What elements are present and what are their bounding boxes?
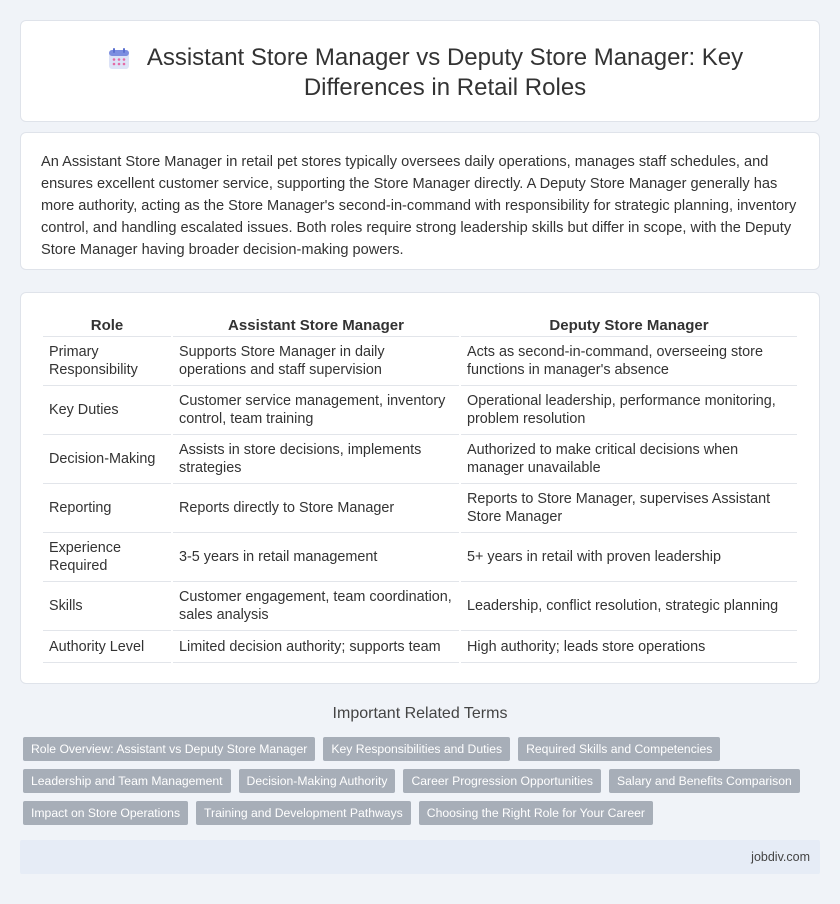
related-tag[interactable]: Salary and Benefits Comparison — [609, 769, 800, 793]
header-assistant: Assistant Store Manager — [173, 315, 459, 337]
comparison-table-card — [20, 292, 820, 684]
table-row — [43, 337, 797, 386]
deputy-cell: Acts as second-in-command, overseeing store functions in manager's absence — [461, 337, 797, 386]
assistant-cell: Supports Store Manager in daily operations and staff supervision — [173, 337, 459, 386]
assistant-cell: 3-5 years in retail management — [173, 533, 459, 582]
header-deputy: Deputy Store Manager — [461, 315, 797, 337]
row-label: Reporting — [43, 484, 171, 533]
deputy-cell: Authorized to make critical decisions when manager unavailable — [461, 435, 797, 484]
related-tag[interactable]: Career Progression Opportunities — [403, 769, 601, 793]
related-tag[interactable]: Key Responsibilities and Duties — [323, 737, 510, 761]
row-label: Decision-Making — [43, 435, 171, 484]
related-terms-tags — [23, 737, 813, 833]
table-row — [43, 631, 797, 663]
comparison-table — [41, 315, 799, 663]
deputy-cell: Leadership, conflict resolution, strategic planning — [461, 582, 797, 631]
assistant-cell: Assists in store decisions, implements strategies — [173, 435, 459, 484]
related-tag[interactable]: Leadership and Team Management — [23, 769, 231, 793]
related-tag[interactable]: Role Overview: Assistant vs Deputy Store Manager — [23, 737, 315, 761]
page-title: Assistant Store Manager vs Deputy Store Manager: Key Differences in Retail Roles — [146, 44, 744, 101]
related-tag[interactable]: Training and Development Pathways — [196, 801, 411, 825]
row-label: Primary Responsibility — [43, 337, 171, 386]
deputy-cell: High authority; leads store operations — [461, 631, 797, 663]
footer — [20, 840, 820, 874]
related-tag[interactable]: Decision-Making Authority — [239, 769, 396, 793]
row-label: Experience Required — [43, 533, 171, 582]
row-label: Authority Level — [43, 631, 171, 663]
related-tag[interactable]: Impact on Store Operations — [23, 801, 188, 825]
related-terms-title: Important Related Terms — [332, 705, 508, 722]
related-tag[interactable]: Choosing the Right Role for Your Career — [419, 801, 653, 825]
table-header-row — [43, 315, 797, 337]
header-card — [20, 20, 820, 122]
related-tag[interactable]: Required Skills and Competencies — [518, 737, 720, 761]
table-row — [43, 582, 797, 631]
header-role: Role — [43, 315, 171, 337]
assistant-cell: Limited decision authority; supports team — [173, 631, 459, 663]
row-label: Key Duties — [43, 386, 171, 435]
table-row — [43, 533, 797, 582]
assistant-cell: Customer engagement, team coordination, sales analysis — [173, 582, 459, 631]
footer-site-link[interactable]: jobdiv.com — [751, 850, 810, 864]
table-row — [43, 484, 797, 533]
intro-card — [20, 132, 820, 270]
table-row — [43, 386, 797, 435]
deputy-cell: Operational leadership, performance monitoring, problem resolution — [461, 386, 797, 435]
assistant-cell: Customer service management, inventory control, team training — [173, 386, 459, 435]
deputy-cell: Reports to Store Manager, supervises Assistant Store Manager — [461, 484, 797, 533]
intro-paragraph: An Assistant Store Manager in retail pet stores typically oversees daily operations, manages staff schedules, and ensures excellent customer service, supporting the Store Manager directly. A Deputy Store Manager generally has more authority, acting as the Store Manager's second-in-command with responsibility for strategic planning, inventory control, and handling escalated issues. Both roles require strong leadership skills but differ in scope, with the Deputy Store Manager having broader decision-making powers. — [41, 154, 797, 258]
assistant-cell: Reports directly to Store Manager — [173, 484, 459, 533]
row-label: Skills — [43, 582, 171, 631]
deputy-cell: 5+ years in retail with proven leadership — [461, 533, 797, 582]
table-row — [43, 435, 797, 484]
